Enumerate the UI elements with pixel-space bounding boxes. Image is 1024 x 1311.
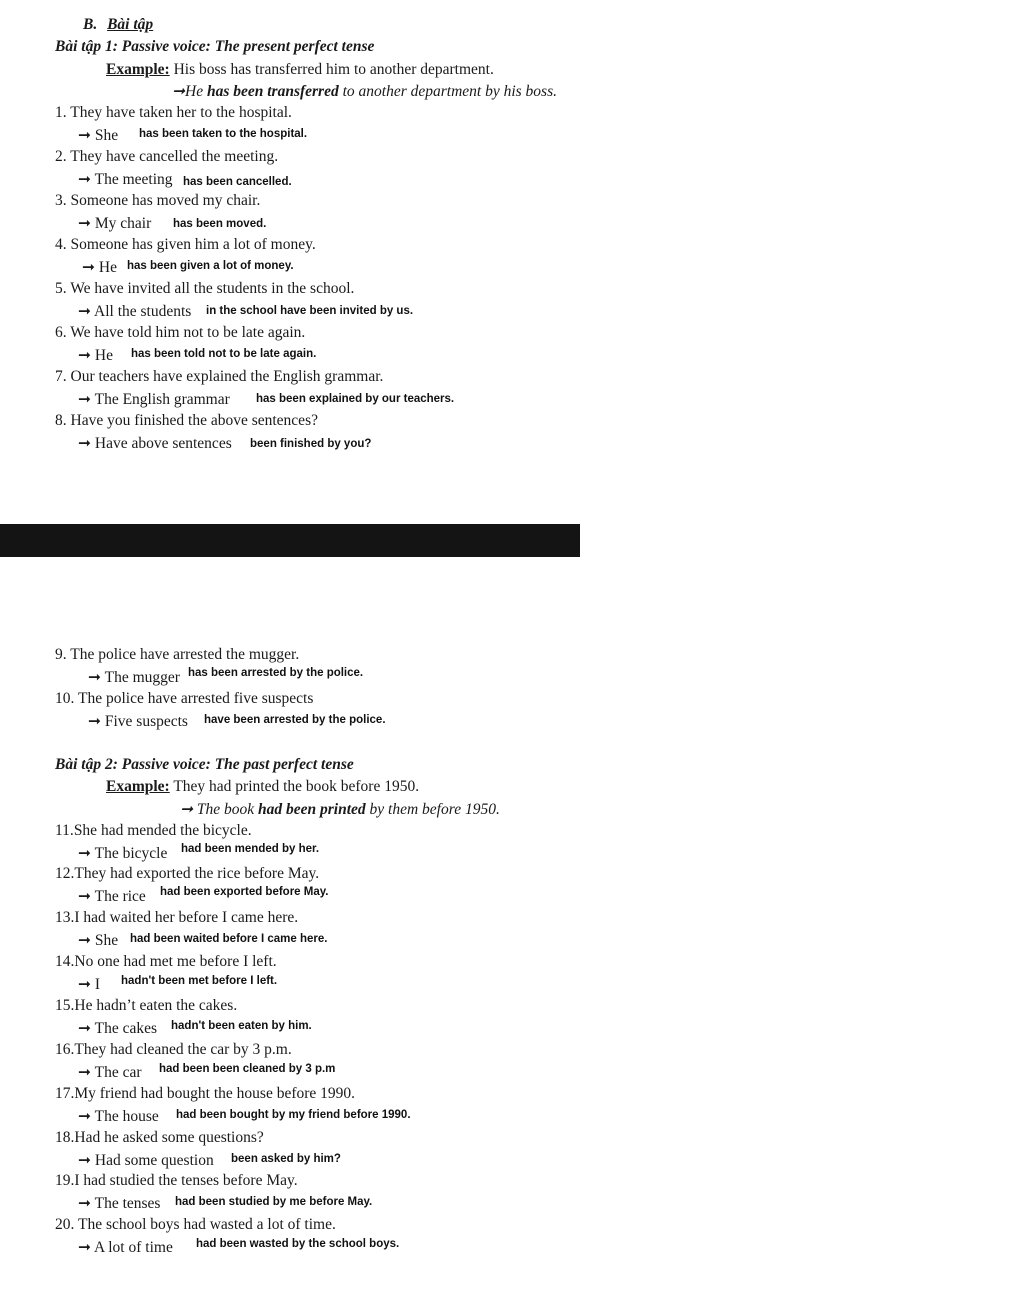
prompt-text: The mugger [104,669,180,686]
answer-text: has been cancelled. [183,176,292,188]
answer-text: has been told not to be late again. [131,348,317,360]
item-number: 17. [55,1085,75,1102]
prompt-text: The meeting [94,171,173,188]
list-item [55,953,277,971]
answer-prompt [78,1151,214,1170]
prompt-text: Five suspects [104,713,188,730]
list-item [55,865,319,883]
item-number: 3. [55,192,67,209]
answer-prompt [88,712,188,731]
item-number: 10. [55,690,75,707]
item-number: 8. [55,412,67,429]
arrow-icon: ➞ [88,669,101,686]
prompt-text: The bicycle [94,845,168,862]
item-number: 16. [55,1041,75,1058]
answer-text: had been waited before I came here. [130,933,328,945]
prompt-text: He [94,347,113,364]
item-sentence: They have taken her to the hospital. [70,104,292,121]
item-sentence: No one had met me before I left. [74,953,277,970]
item-number: 13. [55,909,75,926]
section-text: Bài tập [107,16,154,33]
list-item [55,997,237,1015]
answer-text: has been explained by our teachers. [256,393,455,405]
answer-text: has been given a lot of money. [127,260,294,272]
item-number: 4. [55,236,67,253]
item-number: 9. [55,646,67,663]
item-sentence: The police have arrested five suspects [77,690,314,707]
prompt-text: The car [94,1064,142,1081]
arrow-icon: ➞ [78,127,91,144]
answer-prompt [78,126,118,145]
answer-text: had been bought by my friend before 1990. [176,1109,411,1121]
arrow-icon: ➞ [78,1152,91,1169]
answer-text: had been exported before May. [160,886,329,898]
arrow-icon: ➞ [78,435,91,452]
exercise1-heading: Bài tập 1: Passive voice: The present perfect tense [55,38,375,55]
answer-text: been finished by you? [250,438,372,450]
arrow-icon: ➞ [82,259,95,276]
prompt-text: A lot of time [94,1239,173,1256]
list-item [55,368,383,386]
exercise2-example [106,778,419,796]
example-answer-subject: The book [196,801,255,818]
arrow-icon: ➞ [78,888,91,905]
arrow-icon: ➞ [88,713,101,730]
answer-text: has been moved. [173,218,267,230]
arrow-icon: ➞ [78,171,91,188]
answer-prompt [88,668,180,687]
item-sentence: They have cancelled the meeting. [70,148,279,165]
arrow-icon: ➞ [78,1064,91,1081]
answer-prompt [78,1019,157,1038]
exercise2-example-answer [180,800,500,819]
arrow-icon: ➞ [78,1195,91,1212]
answer-prompt [78,214,151,233]
arrow-icon: ➞ [78,845,91,862]
answer-prompt [78,1194,160,1213]
answer-prompt [78,1107,159,1126]
list-item [55,192,260,210]
list-item [55,909,298,927]
item-sentence: I had waited her before I came here. [74,909,299,926]
arrow-icon: ➞ [180,801,193,818]
prompt-text: I [94,976,101,993]
answer-prompt [78,931,118,950]
answer-text: hadn't been eaten by him. [171,1020,312,1032]
answer-prompt [78,844,167,863]
arrow-icon: ➞ [78,932,91,949]
item-sentence: Someone has given him a lot of money. [70,236,316,253]
item-sentence: Our teachers have explained the English grammar. [70,368,384,385]
answer-prompt [78,1238,173,1257]
item-sentence: Have you finished the above sentences? [70,412,318,429]
answer-prompt [78,302,191,321]
prompt-text: The rice [94,888,146,905]
answer-text: had been studied by me before May. [175,1196,373,1208]
exercise2-heading: Bài tập 2: Passive voice: The past perfect tense [55,756,354,773]
list-item [55,646,299,664]
example-answer-rest: by them before 1950. [369,801,500,818]
list-item [55,822,252,840]
answer-text: has been taken to the hospital. [139,128,308,140]
prompt-text: All the students [94,303,192,320]
list-item [55,104,292,122]
item-number: 14. [55,953,75,970]
arrow-icon: ➞ [172,83,185,100]
arrow-icon: ➞ [78,976,91,993]
example-answer-verb: had been printed [258,801,366,818]
answer-text: been asked by him? [231,1153,341,1165]
item-sentence: She had mended the bicycle. [73,822,252,839]
answer-text: had been been cleaned by 3 p.m [159,1063,336,1075]
prompt-text: The cakes [94,1020,158,1037]
answer-prompt [78,1063,142,1082]
item-sentence: We have told him not to be late again. [70,324,306,341]
list-item [55,690,313,708]
item-sentence: I had studied the tenses before May. [74,1172,298,1189]
prompt-text: The house [94,1108,159,1125]
list-item [55,1041,292,1059]
example-answer-verb: has been transferred [206,83,339,100]
item-number: 2. [55,148,67,165]
answer-text: has been arrested by the police. [188,667,364,679]
item-number: 18. [55,1129,75,1146]
answer-text: had been wasted by the school boys. [196,1238,400,1250]
item-number: 15. [55,997,75,1014]
item-sentence: The school boys had wasted a lot of time. [77,1216,336,1233]
arrow-icon: ➞ [78,215,91,232]
exercise1-example-answer [172,82,557,101]
list-item [55,280,354,298]
item-number: 5. [55,280,67,297]
section-title [83,16,153,34]
list-item [55,1172,298,1190]
answer-prompt [82,258,117,277]
list-item [55,236,316,254]
item-number: 19. [55,1172,75,1189]
answer-prompt [78,887,146,906]
list-item [55,1085,355,1103]
item-sentence: My friend had bought the house before 1990. [74,1085,356,1102]
section-label: B. [83,16,98,33]
example-label: Example: [106,61,170,78]
list-item [55,1129,264,1147]
answer-text: hadn't been met before I left. [121,975,278,987]
prompt-text: My chair [94,215,152,232]
arrow-icon: ➞ [78,303,91,320]
arrow-icon: ➞ [78,1108,91,1125]
item-number: 20. [55,1216,75,1233]
answer-text: had been mended by her. [181,843,320,855]
arrow-icon: ➞ [78,391,91,408]
answer-prompt [78,170,173,189]
example-sentence: They had printed the book before 1950. [173,778,420,795]
prompt-text: The tenses [94,1195,161,1212]
example-sentence: His boss has transferred him to another department. [173,61,494,78]
item-sentence: He hadn’t eaten the cakes. [74,997,238,1014]
prompt-text: Have above sentences [94,435,232,452]
answer-text: have been arrested by the police. [204,714,386,726]
prompt-text: She [94,127,119,144]
example-label: Example: [106,778,170,795]
item-number: 6. [55,324,67,341]
item-number: 1. [55,104,67,121]
prompt-text: The English grammar [94,391,230,408]
arrow-icon: ➞ [78,347,91,364]
item-sentence: The police have arrested the mugger. [70,646,300,663]
prompt-text: Had some question [94,1152,214,1169]
arrow-icon: ➞ [78,1239,91,1256]
redaction-bar [0,524,580,557]
item-number: 12. [55,865,75,882]
item-sentence: They had cleaned the car by 3 p.m. [74,1041,292,1058]
answer-prompt [78,346,113,365]
answer-prompt [78,390,230,409]
answer-prompt [78,975,100,994]
item-number: 7. [55,368,67,385]
exercise1-example [106,61,494,79]
arrow-icon: ➞ [78,1020,91,1037]
list-item [55,1216,336,1234]
prompt-text: She [94,932,119,949]
prompt-text: He [98,259,117,276]
item-sentence: We have invited all the students in the school. [70,280,355,297]
example-answer-rest: to another department by his boss. [342,83,557,100]
list-item [55,148,278,166]
list-item [55,412,318,430]
item-number: 11. [55,822,74,839]
answer-prompt [78,434,232,453]
item-sentence: They had exported the rice before May. [74,865,320,882]
item-sentence: Someone has moved my chair. [70,192,261,209]
item-sentence: Had he asked some questions? [74,1129,264,1146]
example-answer-subject: He [185,83,204,100]
answer-text: in the school have been invited by us. [206,305,414,317]
list-item [55,324,305,342]
